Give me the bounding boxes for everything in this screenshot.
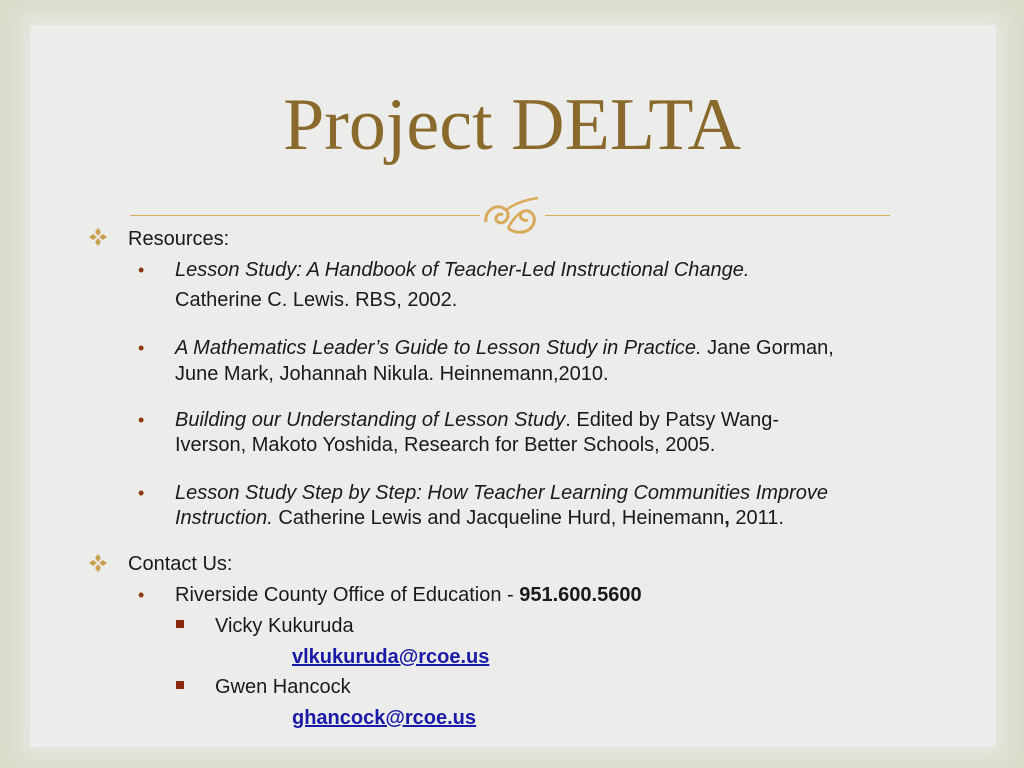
contact-email-line	[292, 706, 476, 731]
contact-email-line	[292, 645, 489, 670]
resource-item-details: June Mark, Johannah Nikula. Heinnemann,2010.	[175, 363, 609, 385]
diamond-bullet-icon	[88, 227, 108, 247]
resource-item-details: Iverson, Makoto Yoshida, Research for Better Schools, 2005.	[175, 434, 716, 456]
square-bullet-icon	[176, 681, 184, 689]
square-bullet-icon	[176, 620, 184, 628]
resource-item-title: Lesson Study Step by Step: How Teacher Learning Communities Improve	[175, 482, 828, 504]
resource-item-details: Catherine C. Lewis. RBS, 2002.	[175, 289, 458, 311]
resource-item-title: Lesson Study: A Handbook of Teacher-Led Instructional Change.	[175, 259, 750, 281]
bullet-dot-icon: •	[138, 260, 145, 280]
contact-heading: Contact Us:	[128, 553, 233, 575]
bullet-dot-icon: •	[138, 410, 145, 430]
resource-item-line: A Mathematics Leader’s Guide to Lesson Study in Practice. Jane Gorman,	[175, 337, 834, 359]
contact-name: Gwen Hancock	[215, 676, 351, 698]
resource-item-line: Building our Understanding of Lesson Study. Edited by Patsy Wang-	[175, 409, 780, 431]
contact-phone: 951.600.5600	[519, 584, 642, 606]
email-link[interactable]: ghancock@rcoe.us	[292, 707, 477, 729]
resources-heading: Resources:	[128, 228, 230, 250]
resource-item-line: Instruction. Catherine Lewis and Jacqueline Hurd, Heinemann, 2011.	[175, 507, 784, 529]
bullet-dot-icon: •	[138, 585, 145, 605]
contact-name: Vicky Kukuruda	[215, 615, 354, 637]
diamond-bullet-icon	[88, 553, 108, 573]
email-link[interactable]: vlkukuruda@rcoe.us	[292, 646, 490, 668]
bullet-dot-icon: •	[138, 338, 145, 358]
contact-org: Riverside County Office of Education - 951.600.5600	[175, 584, 642, 606]
bullet-dot-icon: •	[138, 483, 145, 503]
slide-title: Project DELTA	[283, 84, 741, 166]
